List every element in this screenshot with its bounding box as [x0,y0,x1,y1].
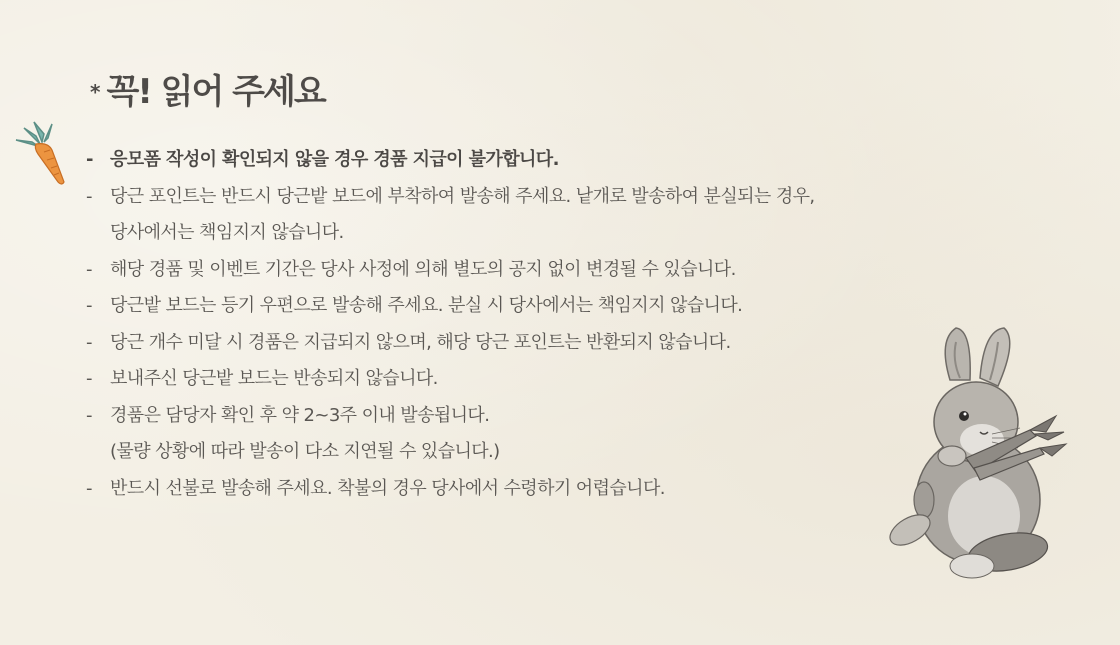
notice-list [86,142,815,507]
notice-item [86,361,815,398]
bullet-dash: - [86,258,92,280]
notice-item [86,398,815,471]
rabbit-with-carrots-illustration [880,320,1070,590]
bullet-dash: - [86,295,92,316]
notice-item-text: 반드시 선불로 발송해 주세요. 착불의 경우 당사에서 수령하기 어렵습니다. [110,477,665,499]
title-text: 꼭! 읽어 주세요 [106,72,325,112]
notice-item-text: 경품은 담당자 확인 후 약 2~3주 이내 발송됩니다. [110,404,490,426]
notice-item-text: 당근밭 보드는 등기 우편으로 발송해 주세요. 분실 시 당사에서는 책임지지 않습니다. [110,295,743,316]
notice-item-text: 보내주신 당근밭 보드는 반송되지 않습니다. [110,368,438,389]
notice-item [86,288,815,325]
carrot-icon [14,120,70,190]
notice-item [86,325,815,362]
notice-item-text: 해당 경품 및 이벤트 기간은 당사 사정에 의해 별도의 공지 없이 변경될 수 있습니다. [110,258,736,280]
notice-item-continuation: 당사에서는 책임지지 않습니다. [110,222,344,243]
notice-item-text: 당근 개수 미달 시 경품은 지급되지 않으며, 해당 당근 포인트는 반환되지 않습니다. [110,331,731,353]
notice-item [86,471,815,508]
notice-item-text: 당근 포인트는 반드시 당근밭 보드에 부착하여 발송해 주세요. 낱개로 발송하여 분실되는 경우, [110,185,815,207]
page-title [90,70,325,114]
bullet-dash: - [86,185,92,207]
notice-item [86,252,815,289]
notice-item-text: 응모폼 작성이 확인되지 않을 경우 경품 지급이 불가합니다. [110,149,559,170]
notice-item [86,142,815,179]
bullet-dash: - [86,149,93,170]
notice-item [86,179,815,252]
notice-item-continuation: (물량 상황에 따라 발송이 다소 지연될 수 있습니다.) [110,441,500,462]
bullet-dash: - [86,331,92,353]
bullet-dash: - [86,404,92,426]
bullet-dash: - [86,477,92,499]
title-star-icon: * [90,80,101,104]
bullet-dash: - [86,368,92,389]
